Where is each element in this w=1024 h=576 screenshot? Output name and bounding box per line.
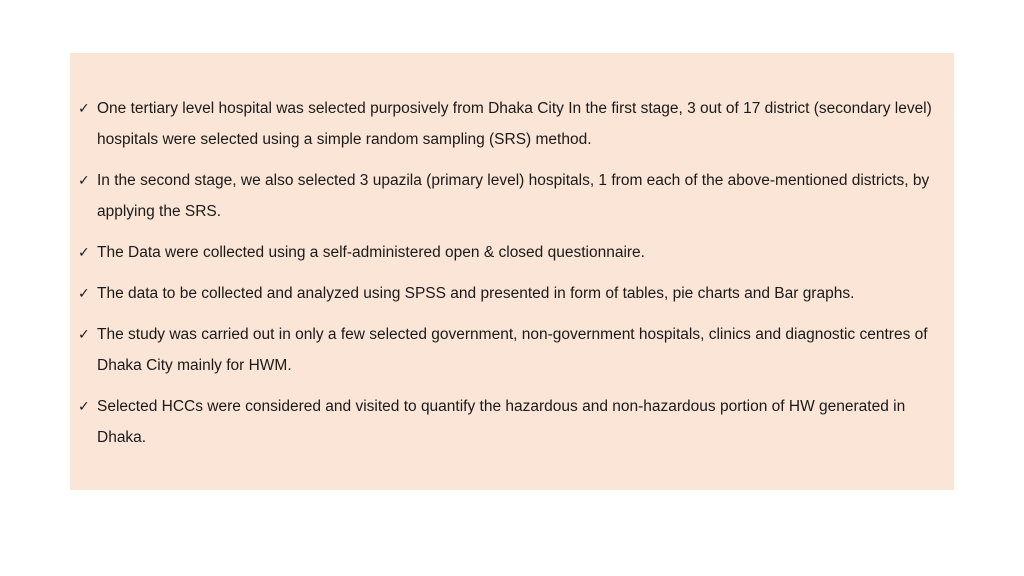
check-mark-icon: ✓	[78, 172, 90, 188]
check-mark-icon: ✓	[78, 244, 90, 260]
bullet-item	[78, 278, 934, 309]
check-mark-icon: ✓	[78, 398, 90, 414]
bullet-text: The study was carried out in only a few selected government, non-government hospitals, clinics and diagnostic centres of Dhaka City mainly for HWM.	[97, 326, 928, 374]
check-mark-icon: ✓	[78, 100, 90, 116]
bullet-item	[78, 391, 934, 453]
bullet-item	[78, 93, 934, 155]
bullet-text: Selected HCCs were considered and visited to quantify the hazardous and non-hazardous portion of HW generated in Dhaka.	[97, 398, 906, 446]
bullet-item	[78, 165, 934, 227]
bullet-item	[78, 319, 934, 381]
check-mark-icon: ✓	[78, 326, 90, 342]
bullet-text: In the second stage, we also selected 3 upazila (primary level) hospitals, 1 from each of the above-mentioned districts, by applying the SRS.	[97, 172, 930, 220]
bullet-text: The data to be collected and analyzed using SPSS and presented in form of tables, pie charts and Bar graphs.	[97, 285, 855, 302]
bullet-text: One tertiary level hospital was selected purposively from Dhaka City In the first stage, 3 out of 17 district (secondary level) hospitals were selected using a simple random sampling (SRS) method.	[97, 100, 932, 148]
content-panel	[70, 53, 954, 490]
bullet-list	[78, 93, 934, 453]
bullet-text: The Data were collected using a self-administered open & closed questionnaire.	[97, 244, 645, 261]
check-mark-icon: ✓	[78, 285, 90, 301]
bullet-item	[78, 237, 934, 268]
